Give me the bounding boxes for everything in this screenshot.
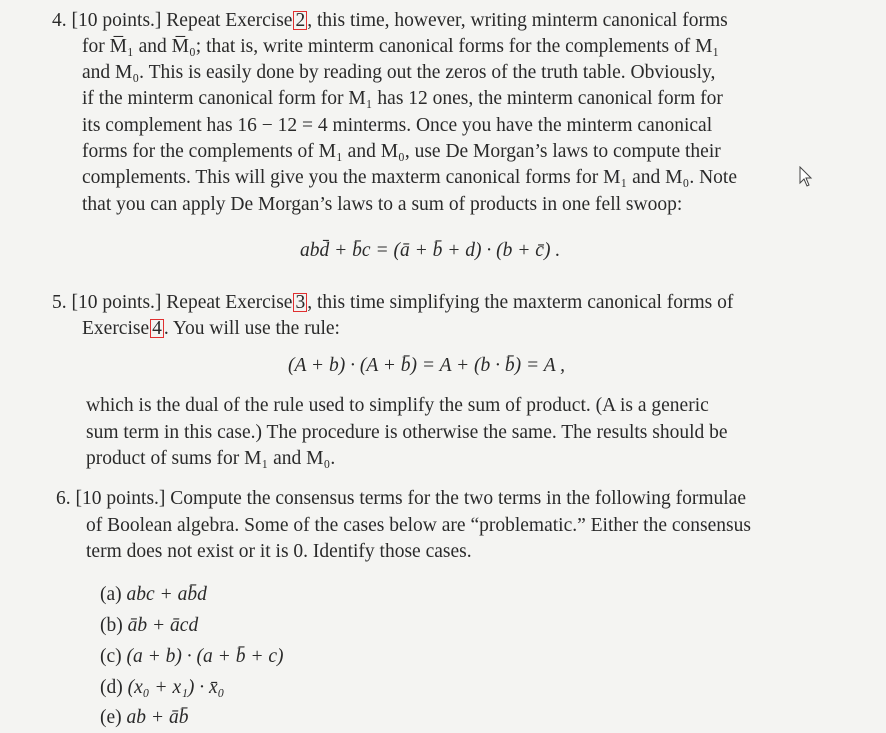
problem-6-line-2: of Boolean algebra. Some of the cases below are “problematic.” Either the consensus [86, 515, 751, 536]
item-e-label: (e) [100, 707, 122, 728]
problem-6-points: [10 points.] [75, 488, 166, 509]
problem-4-line-3: and M₀. This is easily done by reading out the zeros of the truth table. Obviously, [82, 62, 716, 83]
problem-5-header [52, 290, 733, 316]
problem-5-line-4: sum term in this case.) The procedure is otherwise the same. The results should be [86, 422, 728, 443]
item-b-label: (b) [100, 615, 123, 636]
list-item-a [100, 582, 207, 608]
problem-4-header [52, 8, 728, 34]
item-a-label: (a) [100, 584, 122, 605]
exercise-4-link[interactable]: 4 [152, 318, 162, 339]
problem-4-line-1-post: , this time, however, writing minterm canonical forms [307, 10, 728, 31]
item-d-label: (d) [100, 677, 123, 698]
problem-4-line-4: if the minterm canonical form for M₁ has 12 ones, the minterm canonical form for [82, 88, 723, 109]
problem-5-number: 5. [52, 292, 67, 313]
problem-4-line-6: forms for the complements of M₁ and M₀, use De Morgan’s laws to compute their [82, 141, 721, 162]
item-d-expr: (x₀ + x₁) · x̄₀ [127, 677, 225, 698]
problem-4-number: 4. [52, 10, 67, 31]
problem-5-line-5: product of sums for M₁ and M₀. [86, 448, 336, 469]
problem-4-line-7: complements. This will give you the maxterm canonical forms for M₁ and M₀. Note [82, 167, 737, 188]
list-item-c [100, 644, 284, 670]
list-item-e [100, 705, 188, 731]
exercise-3-link[interactable]: 3 [295, 292, 306, 313]
item-c-expr: (a + b) · (a + b̄ + c) [126, 646, 284, 667]
item-c-label: (c) [100, 646, 122, 667]
list-item-d [100, 675, 224, 701]
item-a-expr: abc + ab̄d [126, 584, 207, 605]
mouse-pointer-icon [799, 166, 813, 188]
problem-5-line-1-pre: Repeat Exercise [166, 292, 293, 313]
problem-5-equation: (A + b) · (A + b̄) = A + (b · b̄) = A , [288, 355, 566, 376]
list-item-b [100, 613, 198, 639]
problem-4-line-8: that you can apply De Morgan’s laws to a sum of products in one fell swoop: [82, 194, 683, 215]
item-e-expr: ab + āb̄ [126, 707, 189, 728]
problem-6-line-3: term does not exist or it is 0. Identify those cases. [86, 541, 472, 562]
problem-4-equation: abd̄ + b̄c = (ā + b̄ + d) · (b + c̄) . [300, 240, 561, 261]
problem-5-line-3: which is the dual of the rule used to simplify the sum of product. (A is a generic [86, 395, 709, 416]
problem-4-line-2: for M̅₁ and M̅₀; that is, write minterm canonical forms for the complements of M₁ [82, 36, 720, 57]
problem-5-line-2-pre: Exercise [82, 318, 150, 339]
problem-6-header [56, 486, 746, 512]
problem-4-line-1-pre: Repeat Exercise [166, 10, 293, 31]
problem-5-line-1-post: , this time simplifying the maxterm canonical forms of [307, 292, 734, 313]
problem-4-points: [10 points.] [71, 10, 162, 31]
exercise-2-link[interactable]: 2 [295, 10, 306, 31]
problem-6-number: 6. [56, 488, 71, 509]
problem-5-points: [10 points.] [71, 292, 162, 313]
problem-5-line-2-post: . You will use the rule: [163, 318, 340, 339]
item-b-expr: āb + ācd [127, 615, 199, 636]
problem-5-line-2 [82, 316, 340, 342]
problem-6-line-1: Compute the consensus terms for the two terms in the following formulae [170, 488, 746, 509]
problem-4-line-5: its complement has 16 − 12 = 4 minterms. Once you have the minterm canonical [82, 115, 713, 136]
